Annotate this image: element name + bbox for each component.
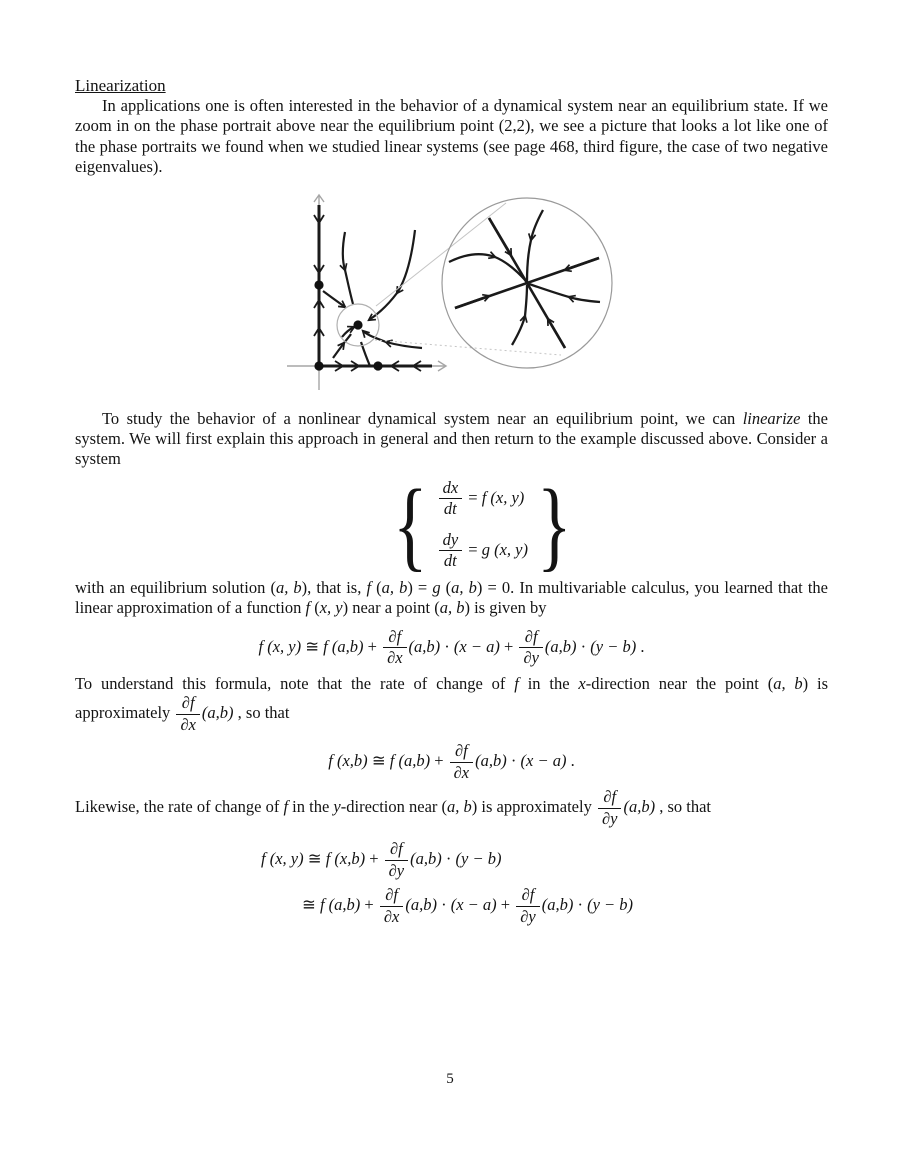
equation-system	[393, 468, 572, 581]
page-number: 5	[446, 1071, 454, 1087]
fraction: $\frac{dx}{dt}$	[439, 479, 463, 519]
equation-x-slice: f (x,b) ≅ f (a,b) + $\frac{\partial f}{\partial x}$ (a,b) · (x − a) .	[328, 741, 575, 782]
system-equation-dydt: $\frac{dy}{dt}$ = g (x, y)	[437, 531, 528, 571]
phase-portrait-svg	[285, 190, 617, 396]
system-right-brace: }	[536, 468, 572, 581]
axis-trajectories	[314, 205, 432, 371]
equation-two-line-first: f (x, y) ≅ f (x,b) + $\frac{\partial f}{\partial y}$ (a,b) · (y − b)	[261, 839, 502, 880]
paragraph-x-direction: To understand this formula, note that the rate of change of f in the x-direction near the point (a, b) is approximately $\frac{\partial f}{\partial x}$ (a,b) , so that	[75, 673, 829, 734]
phase-portrait-figure	[285, 190, 617, 396]
fraction: $\frac{\partial f}{\partial x}$	[383, 628, 406, 668]
paragraph-intro: In applications one is often interested in the behavior of a dynamical system near an equilibrium state. If we zoom in on the phase portrait above near the equilibrium point (2,2), we see a picture that looks a lot like one of the phase portraits we found when we studied linear systems (see page 468, third figure, the case of two negative eigenvalues).	[75, 96, 828, 177]
system-equations	[437, 479, 528, 571]
fraction: $\frac{dy}{dt}$	[439, 531, 463, 571]
equation-two-line-second: ≅ f (a,b) + $\frac{\partial f}{\partial x}$ (a,b) · (x − a) + $\frac{\partial f}{\partial y}$ (a,b) · (y − b)	[302, 885, 634, 926]
fraction: $\frac{\partial f}{\partial y}$	[385, 840, 408, 880]
equilibrium-points	[314, 280, 382, 370]
system-equation-dxdt: $\frac{dx}{dt}$ = f (x, y)	[437, 479, 528, 519]
nonlinear-trajectories	[323, 230, 422, 366]
fraction: $\frac{\partial f}{\partial x}$	[380, 886, 403, 926]
zoom-connector-lines	[375, 203, 561, 355]
equation-two-line	[75, 840, 828, 926]
fraction: $\frac{\partial f}{\partial x}$	[450, 742, 473, 782]
fraction: $\frac{\partial f}{\partial y}$	[516, 886, 539, 926]
fraction: $\frac{\partial f}{\partial y}$	[598, 788, 621, 828]
paragraph-y-direction: Likewise, the rate of change of f in the y-direction near (a, b) is approximately $\frac{\partial f}{\partial y}$ (a,b) , so that	[75, 787, 711, 828]
page-content	[75, 76, 828, 926]
axes	[287, 195, 446, 390]
paragraph-equilibrium: with an equilibrium solution (a, b), that is, f (a, b) = g (a, b) = 0. In multivariable calculus, you learned that the linear approximation of a function f (x, y) near a point (a, b) is given by	[75, 577, 828, 618]
fraction: $\frac{\partial f}{\partial y}$	[519, 628, 542, 668]
equation-linear-approximation: f (x, y) ≅ f (a,b) + $\frac{\partial f}{\partial x}$ (a,b) · (x − a) + $\frac{\partial f}{\partial y}$ (a,b) · (y − b) .	[258, 626, 645, 668]
magnified-view	[442, 198, 612, 368]
section-heading: Linearization	[75, 76, 166, 95]
fraction: $\frac{\partial f}{\partial x}$	[176, 694, 199, 734]
paragraph-linearize: To study the behavior of a nonlinear dynamical system near an equilibrium point, we can linearize the system. We will first explain this approach in general and then return to the example discussed above. Consider a system	[75, 408, 828, 469]
system-left-brace: {	[393, 468, 428, 581]
